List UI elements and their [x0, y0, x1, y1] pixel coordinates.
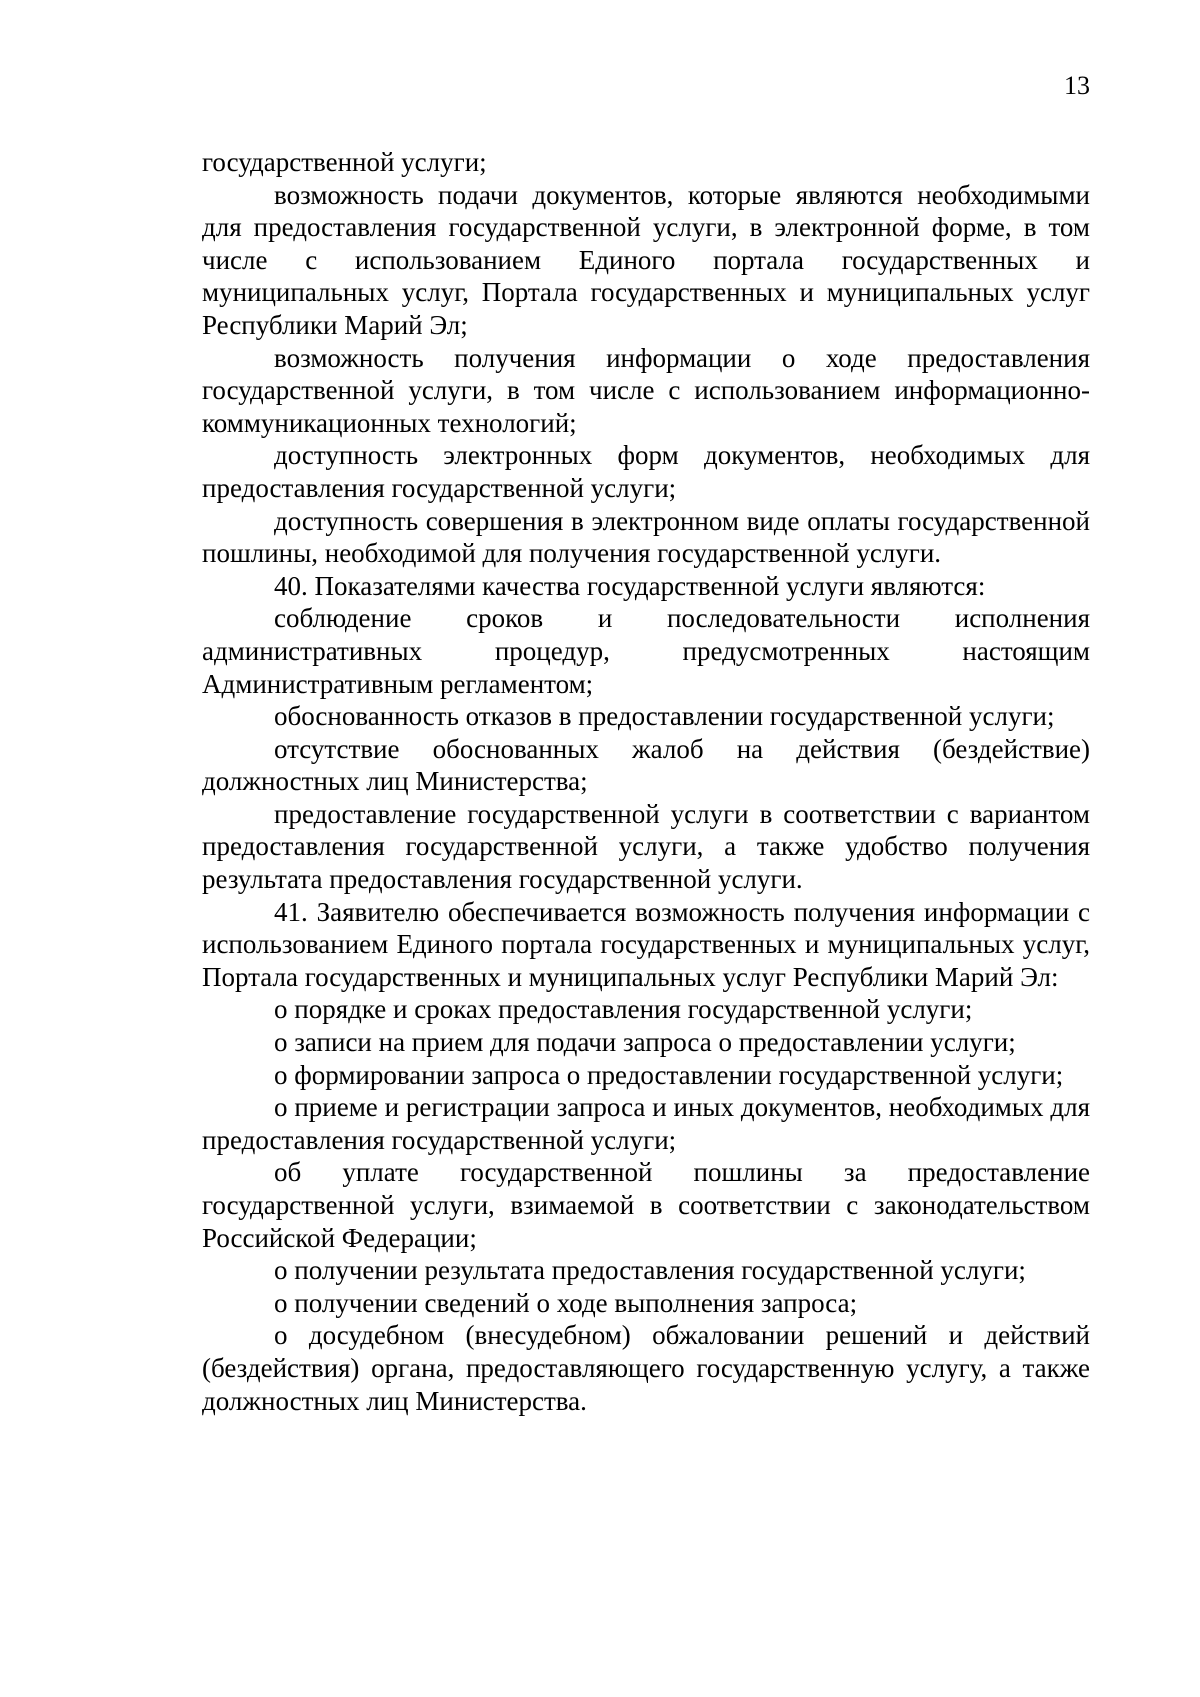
paragraph-request-forming: о формировании запроса о предоставлении государственной услуги;	[274, 1059, 1064, 1090]
paragraph-request-status: о получении сведений о ходе выполнения запроса;	[274, 1287, 858, 1318]
paragraph-variant-compliance: предоставление государственной услуги в соответствии с вариантом предоставления государственной услуги, а также удобство получения результата предоставления государственной услуги.	[202, 798, 1090, 895]
paragraph-continuation: государственной услуги;	[202, 147, 487, 177]
paragraph-electronic-submission: возможность подачи документов, которые являются необходимыми для предоставления государственной услуги, в электронной форме, в том числе с использованием Единого портала государственных и муниципальных услуг, Портала государственных и муниципальных услуг Республики Марий Эл;	[202, 179, 1090, 340]
page-number: 13	[1064, 71, 1090, 100]
paragraph-pretrial-appeal: о досудебном (внесудебном) обжаловании решений и действий (бездействия) органа, предоставляющего государственную услугу, а также должностных лиц Министерства.	[202, 1320, 1090, 1416]
paragraph-refusals-validity: обоснованность отказов в предоставлении государственной услуги;	[274, 701, 1055, 732]
paragraph-result-receipt: о получении результата предоставления государственной услуги;	[274, 1255, 1026, 1286]
paragraph-item-41: 41. Заявителю обеспечивается возможность получения информации с использованием Единого портала государственных и муниципальных услуг, Портала государственных и муниципальных услуг Республики Марий Эл:	[202, 896, 1090, 992]
paragraph-procedure-terms: о порядке и сроках предоставления государственной услуги;	[274, 994, 973, 1025]
paragraph-electronic-forms: доступность электронных форм документов, необходимых для предоставления государственной услуги;	[202, 440, 1090, 503]
paragraph-request-registration: о приеме и регистрации запроса и иных документов, необходимых для предоставления государственной услуги;	[202, 1092, 1090, 1155]
paragraph-deadlines-compliance: соблюдение сроков и последовательности исполнения административных процедур, предусмотренных настоящим Административным регламентом;	[202, 603, 1090, 699]
document-body	[202, 146, 1090, 1417]
paragraph-progress-info: возможность получения информации о ходе предоставления государственной услуги, в том числе с использованием информационно-коммуникационных технологий;	[202, 342, 1090, 438]
paragraph-appointment: о записи на прием для подачи запроса о предоставлении услуги;	[274, 1027, 1016, 1058]
paragraph-fee-payment: об уплате государственной пошлины за предоставление государственной услуги, взимаемой в соответствии с законодательством Российской Федерации;	[202, 1157, 1090, 1253]
paragraph-item-40: 40. Показателями качества государственной услуги являются:	[274, 570, 986, 601]
paragraph-electronic-payment: доступность совершения в электронном виде оплаты государственной пошлины, необходимой для получения государственной услуги.	[202, 505, 1090, 569]
paragraph-no-complaints: отсутствие обоснованных жалоб на действия (бездействие) должностных лиц Министерства;	[202, 733, 1090, 797]
